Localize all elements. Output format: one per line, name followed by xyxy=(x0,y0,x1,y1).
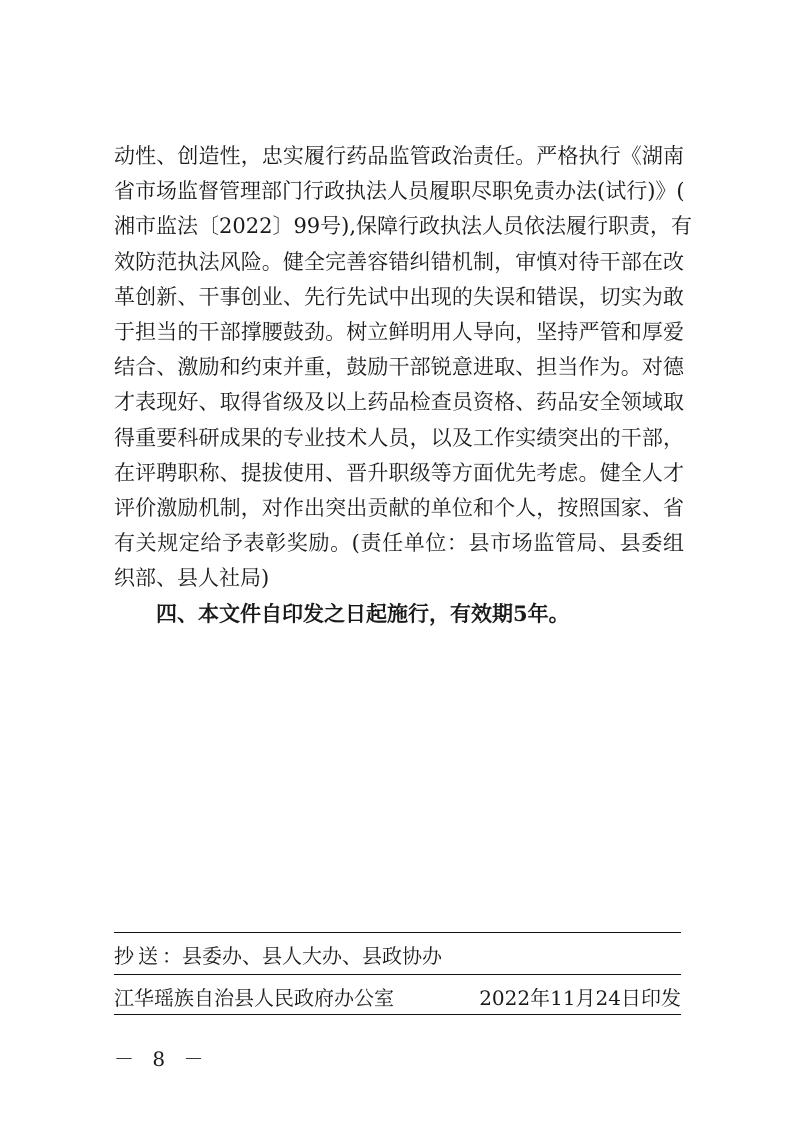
paragraph-line: 革创新、干事创业、先行先试中出现的失误和错误，切实为敢 xyxy=(114,284,684,309)
document-body xyxy=(114,139,693,632)
footer-middle-rule xyxy=(114,974,681,975)
footer-top-rule xyxy=(114,932,681,933)
paragraph-line: 动性、创造性，忠实履行药品监管政治责任。严格执行《湖南 xyxy=(114,144,684,168)
paragraph-line: 湘市监法〔2022〕99号),保障行政执法人员依法履行职责，有 xyxy=(114,214,693,239)
paragraph-line: 有关规定给予表彰奖励。(责任单位：县市场监管局、县委组 xyxy=(114,531,684,556)
paragraph-line: 织部、县人社局) xyxy=(114,566,270,591)
footer-bottom-rule xyxy=(114,1014,681,1015)
paragraph-line: 结合、激励和约束并重，鼓励干部锐意进取、担当作为。对德 xyxy=(114,355,684,380)
issuer-row xyxy=(114,982,681,1011)
cc-line xyxy=(114,940,681,969)
paragraph-line: 在评聘职称、提拔使用、晋升职级等方面优先考虑。健全人才 xyxy=(114,460,684,485)
paragraph-line: 评价激励机制，对作出突出贡献的单位和个人，按照国家、省 xyxy=(114,495,684,520)
paragraph-line: 效防范执法风险。健全完善容错纠错机制，审慎对待干部在改 xyxy=(114,249,684,274)
page-number: － 8 － xyxy=(114,1047,210,1071)
cc-label: 抄送： xyxy=(114,944,182,968)
paragraph-line: 省市场监督管理部门行政执法人员履职尽职免责办法(试行)》( xyxy=(114,179,685,204)
issue-date: 2022年11月24日印发 xyxy=(479,986,681,1010)
issuer-name: 江华瑶族自治县人民政府办公室 xyxy=(114,986,394,1010)
paragraph-line: 才表现好、取得省级及以上药品检查员资格、药品安全领域取 xyxy=(114,390,684,415)
item-four-heading: 四、本文件自印发之日起施行，有效期5年。 xyxy=(156,601,570,627)
paragraph-line: 于担当的干部撑腰鼓劲。树立鲜明用人导向，坚持严管和厚爱 xyxy=(114,319,684,344)
cc-recipients: 县委办、县人大办、县政协办 xyxy=(182,944,442,968)
paragraph-line: 得重要科研成果的专业技术人员，以及工作实绩突出的干部， xyxy=(114,425,684,450)
